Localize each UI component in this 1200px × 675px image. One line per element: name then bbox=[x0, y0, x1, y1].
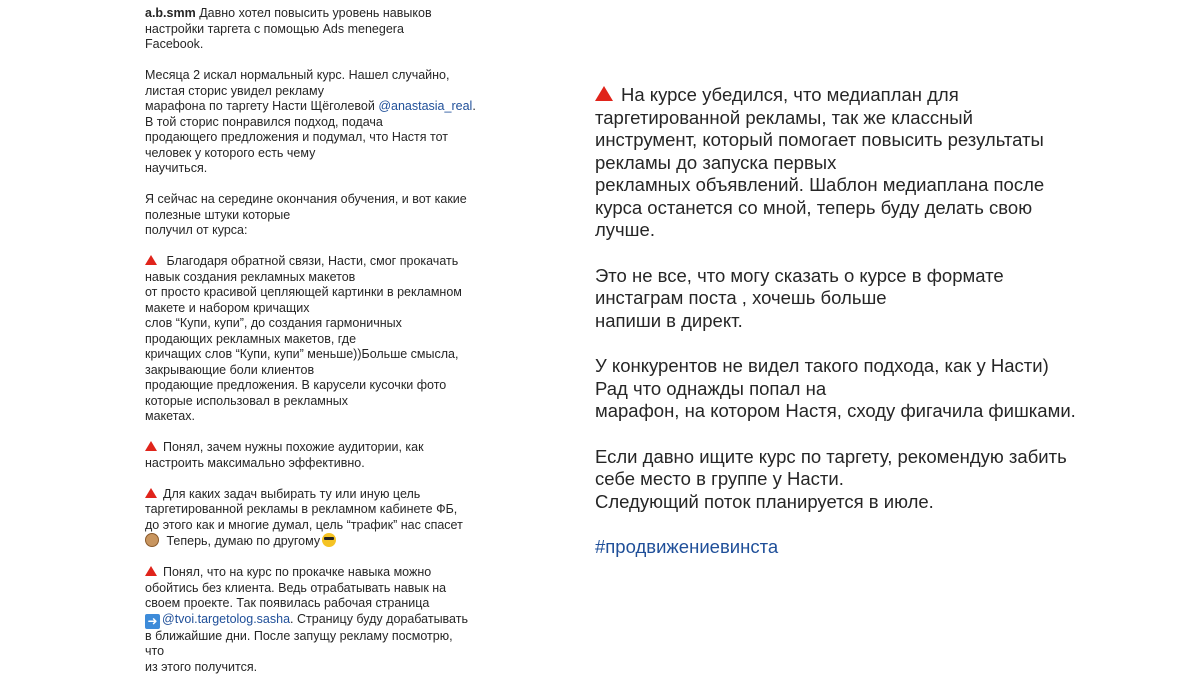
caption-line: от просто красивой цепляющей картинки в рекламном bbox=[145, 285, 462, 299]
caption-line: Следующий поток планируется в июле. bbox=[595, 490, 934, 512]
caption-line: инструмент, который помогает повысить результаты bbox=[595, 129, 1044, 150]
caption-line: Я сейчас на середине окончания обучения, и вот какие bbox=[145, 192, 467, 206]
mention-anastasia-link[interactable]: @anastasia_real bbox=[378, 99, 473, 113]
caption-line: макете и набором кричащих bbox=[145, 300, 310, 315]
mention-tvoi-link[interactable]: @tvoi.targetolog.sasha bbox=[162, 611, 291, 626]
caption-line: своем проекте. Так появилась рабочая страница bbox=[145, 596, 430, 610]
red-triangle-icon bbox=[145, 488, 157, 498]
spacer bbox=[145, 239, 495, 255]
caption-line: закрывающие боли клиентов bbox=[145, 362, 315, 377]
caption-line: ➜ @tvoi.targetolog.sasha. Страницу буду дорабатывать bbox=[145, 612, 495, 629]
caption-line: получил от курса: bbox=[145, 223, 248, 237]
caption-line: У конкурентов не видел такого подхода, как у Насти) bbox=[595, 355, 1049, 376]
username-link[interactable]: a.b.smm bbox=[145, 6, 196, 20]
caption-line: настроить максимально эффективно. bbox=[145, 455, 365, 470]
left-post-caption bbox=[145, 6, 495, 675]
see-no-evil-monkey-icon bbox=[145, 533, 159, 547]
caption-line: настройки таргета с помощью Ads menegera bbox=[145, 21, 404, 36]
spacer bbox=[145, 53, 495, 69]
caption-line: Если давно ищите курс по таргету, рекомендую забить bbox=[595, 445, 1067, 467]
caption-line: до этого как и многие думал, цель “трафик” нас спасет bbox=[145, 517, 463, 532]
caption-line: человек у которого есть чему bbox=[145, 145, 316, 160]
caption-line: На курсе убедился, что медиаплан для bbox=[595, 84, 1155, 107]
spacer bbox=[595, 423, 1155, 446]
spacer bbox=[145, 550, 495, 566]
caption-line: продающего предложения и подумал, что Настя тот bbox=[145, 130, 448, 144]
caption-line: полезные штуки которые bbox=[145, 207, 291, 222]
caption-line: рекламных объявлений. Шаблон медиаплана после bbox=[595, 174, 1045, 195]
caption-line: рекламы до запуска первых bbox=[595, 151, 837, 173]
caption-line: марафона по таргету Насти Щёголевой @anastasia_real. bbox=[145, 99, 476, 113]
caption-line: курса останется со мной, теперь буду делать свою bbox=[595, 196, 1033, 218]
caption-line: инстаграм поста , хочешь больше bbox=[595, 287, 887, 308]
caption-line: В той сторис понравился подход, подача bbox=[145, 114, 383, 129]
caption-line: Это не все, что могу сказать о курсе в формате bbox=[595, 264, 1004, 286]
caption-line: Теперь, думаю по другому bbox=[145, 533, 495, 550]
caption-line: Благодаря обратной связи, Насти, смог прокачать bbox=[145, 254, 495, 270]
caption-line: a.b.smm Давно хотел повысить уровень навыков bbox=[145, 6, 432, 20]
caption-line: продающие предложения. В карусели кусочки фото bbox=[145, 378, 447, 392]
caption-line: которые использовал в рекламных bbox=[145, 393, 349, 408]
caption-line: в ближайшие дни. После запущу рекламу посмотрю, bbox=[145, 628, 453, 643]
caption-line: себе место в группе у Насти. bbox=[595, 468, 844, 489]
caption-line: Для каких задач выбирать ту или иную цель bbox=[145, 487, 495, 503]
sunglasses-face-icon bbox=[322, 533, 336, 547]
spacer bbox=[595, 513, 1155, 536]
right-post-caption bbox=[595, 84, 1155, 559]
caption-line: листая сторис увидел рекламу bbox=[145, 83, 324, 98]
caption-line: кричащих слов “Купи, купи” меньше))Больше смысла, bbox=[145, 347, 459, 361]
caption-line: из этого получится. bbox=[145, 659, 258, 674]
red-triangle-icon bbox=[145, 255, 157, 265]
caption-line: лучше. bbox=[595, 219, 655, 240]
caption-line: Месяца 2 искал нормальный курс. Нашел случайно, bbox=[145, 68, 450, 82]
caption-line: напиши в директ. bbox=[595, 309, 743, 331]
caption-line: Рад что однажды попал на bbox=[595, 377, 827, 399]
caption-line: продающих рекламных макетов, где bbox=[145, 331, 357, 346]
spacer bbox=[145, 471, 495, 487]
spacer bbox=[145, 425, 495, 441]
spacer bbox=[145, 177, 495, 193]
caption-line: что bbox=[145, 644, 165, 658]
caption-line: марафон, на котором Настя, сходу фигачила фишками. bbox=[595, 400, 1076, 421]
caption-line: макетах. bbox=[145, 409, 195, 423]
red-triangle-icon bbox=[595, 86, 613, 101]
spacer bbox=[595, 242, 1155, 265]
red-triangle-icon bbox=[145, 566, 157, 576]
red-triangle-icon bbox=[145, 441, 157, 451]
right-arrow-icon: ➜ bbox=[145, 614, 160, 629]
caption-line: Понял, что на курс по прокачке навыка можно bbox=[145, 565, 495, 581]
spacer bbox=[595, 332, 1155, 355]
caption-line: слов “Купи, купи”, до создания гармоничных bbox=[145, 316, 402, 330]
caption-line: таргетированной рекламы, так же классный bbox=[595, 106, 973, 128]
caption-line: научиться. bbox=[145, 161, 208, 175]
caption-line: обойтись без клиента. Ведь отрабатывать навык на bbox=[145, 580, 447, 595]
hashtag-link[interactable]: #продвижениевинста bbox=[595, 536, 779, 557]
caption-line: таргетированной рекламы в рекламном кабинете ФБ, bbox=[145, 502, 458, 516]
caption-line: Facebook. bbox=[145, 37, 204, 51]
caption-line: навык создания рекламных макетов bbox=[145, 269, 356, 284]
caption-line: Понял, зачем нужны похожие аудитории, как bbox=[145, 440, 495, 456]
